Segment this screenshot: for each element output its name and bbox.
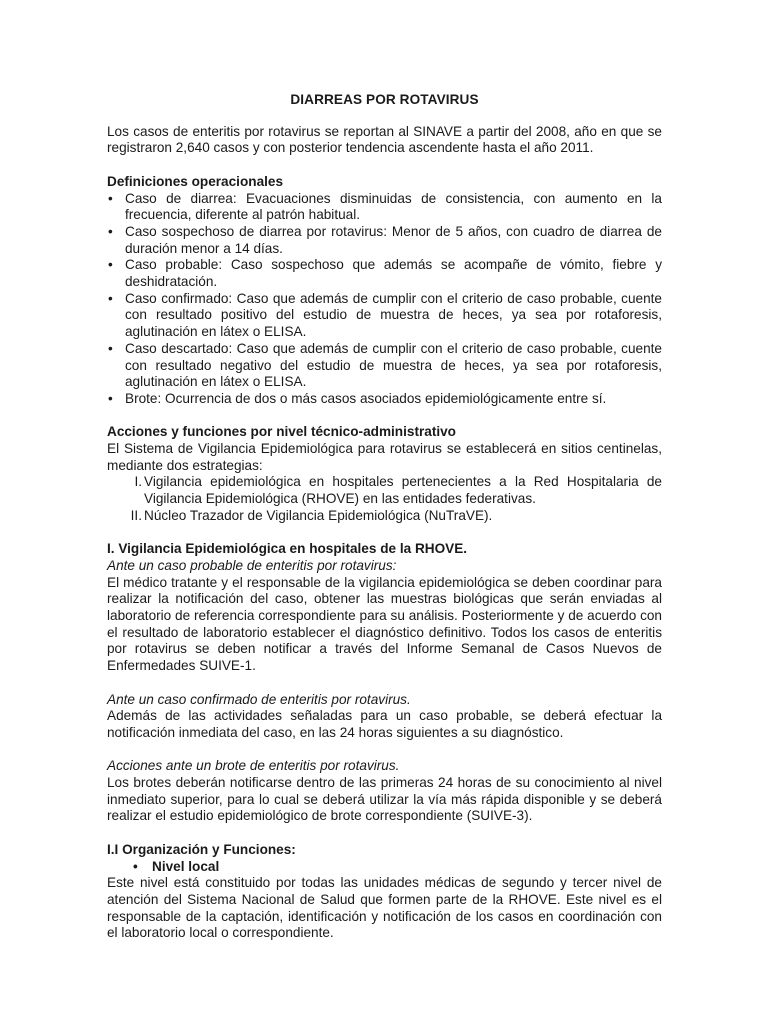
list-item: • Brote: Ocurrencia de dos o más casos asociados epidemiológicamente entre sí.: [107, 391, 662, 408]
acciones-heading: Acciones y funciones por nivel técnico-administrativo: [107, 424, 456, 440]
intro-paragraph: Los casos de enteritis por rotavirus se reportan al SINAVE a partir del 2008, año en que se registraron 2,640 casos y con posterior tendencia ascendente hasta el año 2011.: [107, 123, 662, 156]
list-item: • Caso confirmado: Caso que además de cumplir con el criterio de caso probable, cuente con resultado positivo del estudio de muestra de heces, ya sea por rotaforesis, aglutinación en látex o ELISA.: [107, 291, 662, 341]
list-number: II.: [130, 507, 142, 523]
list-item-text: Vigilancia epidemiológica en hospitales pertenecientes a la Red Hospitalaria de Vigilancia Epidemiológica (RHOVE) en las entidades federativas.: [144, 474, 662, 507]
list-item-text: Núcleo Trazador de Vigilancia Epidemiológica (NuTraVE).: [144, 507, 493, 523]
document-title: DIARREAS POR ROTAVIRUS: [290, 92, 479, 107]
probable-paragraph: El médico tratante y el responsable de la vigilancia epidemiológica se deben coordinar para realizar la notificación del caso, obtener las muestras biológicas que serán enviadas al laboratorio de referencia correspondiente para su análisis. Posteriormente y de acuerdo con el resultado de laboratorio establecer el diagnóstico definitivo. Todos los casos de enteritis por rotavirus se deben notificar a través del Informe Semanal de Casos Nuevos de Enfermedades SUIVE-1.: [107, 574, 662, 674]
acciones-paragraph: El Sistema de Vigilancia Epidemiológica para rotavirus se establecerá en sitios centinelas, mediante dos estrategias:: [107, 441, 662, 473]
confirmado-subheading: Ante un caso confirmado de enteritis por rotavirus.: [107, 691, 411, 707]
list-item: • Caso de diarrea: Evacuaciones disminuidas de consistencia, con aumento en la frecuencia, diferente al patrón habitual.: [107, 191, 662, 224]
organizacion-heading: I.I Organización y Funciones:: [107, 841, 296, 857]
nivel-local-label: • Nivel local: [107, 859, 662, 876]
brote-paragraph: Los brotes deberán notificarse dentro de las primeras 24 horas de su conocimiento al nivel inmediato superior, para lo cual se deberá utilizar la vía más rápida disponible y se deberá realizar el estudio epidemiológico de brote correspondiente (SUIVE-3).: [107, 775, 662, 824]
list-item: [107, 474, 662, 507]
document-page: [107, 92, 662, 942]
list-number: I.: [134, 474, 142, 490]
rhove-heading: I. Vigilancia Epidemiológica en hospitales de la RHOVE.: [107, 541, 468, 557]
strategies-list: [107, 474, 662, 524]
definitions-heading: Definiciones operacionales: [107, 173, 284, 189]
brote-subheading: Acciones ante un brote de enteritis por rotavirus.: [107, 758, 400, 774]
definitions-list: [107, 191, 662, 408]
list-item: • Caso probable: Caso sospechoso que además se acompañe de vómito, fiebre y deshidratación.: [107, 257, 662, 290]
list-item: • Caso descartado: Caso que además de cumplir con el criterio de caso probable, cuente con resultado negativo del estudio de muestra de heces, ya sea por rotaforesis, aglutinación en látex o ELISA.: [107, 341, 662, 391]
probable-subheading: Ante un caso probable de enteritis por rotavirus:: [107, 557, 397, 573]
confirmado-paragraph: Además de las actividades señaladas para un caso probable, se deberá efectuar la notificación inmediata del caso, en las 24 horas siguientes a su diagnóstico.: [107, 708, 662, 740]
list-item: [107, 508, 662, 525]
nivel-local-paragraph: Este nivel está constituido por todas las unidades médicas de segundo y tercer nivel de atención del Sistema Nacional de Salud que formen parte de la RHOVE. Este nivel es el responsable de la captación, identificación y notificación de los casos en coordinación con el laboratorio local o correspondiente.: [107, 875, 662, 941]
list-item: • Caso sospechoso de diarrea por rotavirus: Menor de 5 años, con cuadro de diarrea de duración menor a 14 días.: [107, 224, 662, 257]
